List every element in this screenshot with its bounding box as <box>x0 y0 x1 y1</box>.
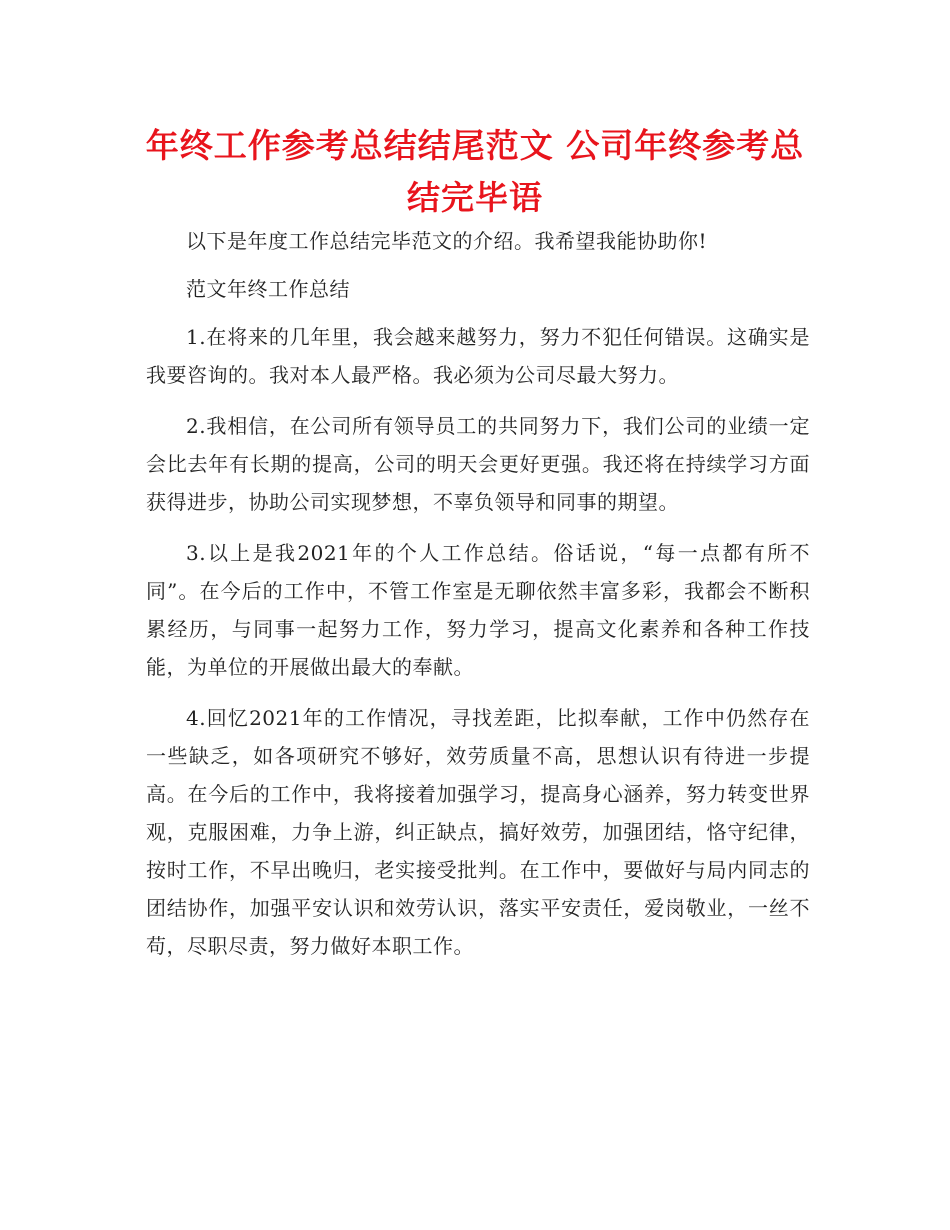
intro-paragraph: 以下是年度工作总结完毕范文的介绍。我希望我能协助你! <box>186 229 708 253</box>
paragraph-1: 1.在将来的几年里，我会越来越努力，努力不犯任何错误。这确实是我要咨询的。我对本人最严格。我必须为公司尽最大努力。 <box>146 325 810 387</box>
section-heading: 范文年终工作总结 <box>186 277 350 301</box>
document-title: 年终工作参考总结结尾范文 公司年终参考总结完毕语 <box>145 126 805 217</box>
paragraph-2: 2.我相信，在公司所有领导员工的共同努力下，我们公司的业绩一定会比去年有长期的提高，公司的明天会更好更强。我还将在持续学习方面获得进步，协助公司实现梦想，不辜负领导和同事的期望。 <box>146 414 810 514</box>
document-body <box>146 222 810 978</box>
paragraph-3: 3.以上是我2021年的个人工作总结。俗话说，“每一点都有所不同”。在今后的工作中，不管工作室是无聊依然丰富多彩，我都会不断积累经历，与同事一起努力工作，努力学习，提高文化素养和各种工作技能，为单位的开展做出最大的奉献。 <box>146 541 810 679</box>
paragraph-4: 4.回忆2021年的工作情况，寻找差距，比拟奉献，工作中仍然存在一些缺乏，如各项研究不够好，效劳质量不高，思想认识有待进一步提高。在今后的工作中，我将接着加强学习，提高身心涵养，努力转变世界观，克服困难，力争上游，纠正缺点，搞好效劳，加强团结，恪守纪律，按时工作，不早出晚归，老实接受批判。在工作中，要做好与局内同志的团结协作，加强平安认识和效劳认识，落实平安责任，爱岗敬业，一丝不苟，尽职尽责，努力做好本职工作。 <box>146 706 810 958</box>
